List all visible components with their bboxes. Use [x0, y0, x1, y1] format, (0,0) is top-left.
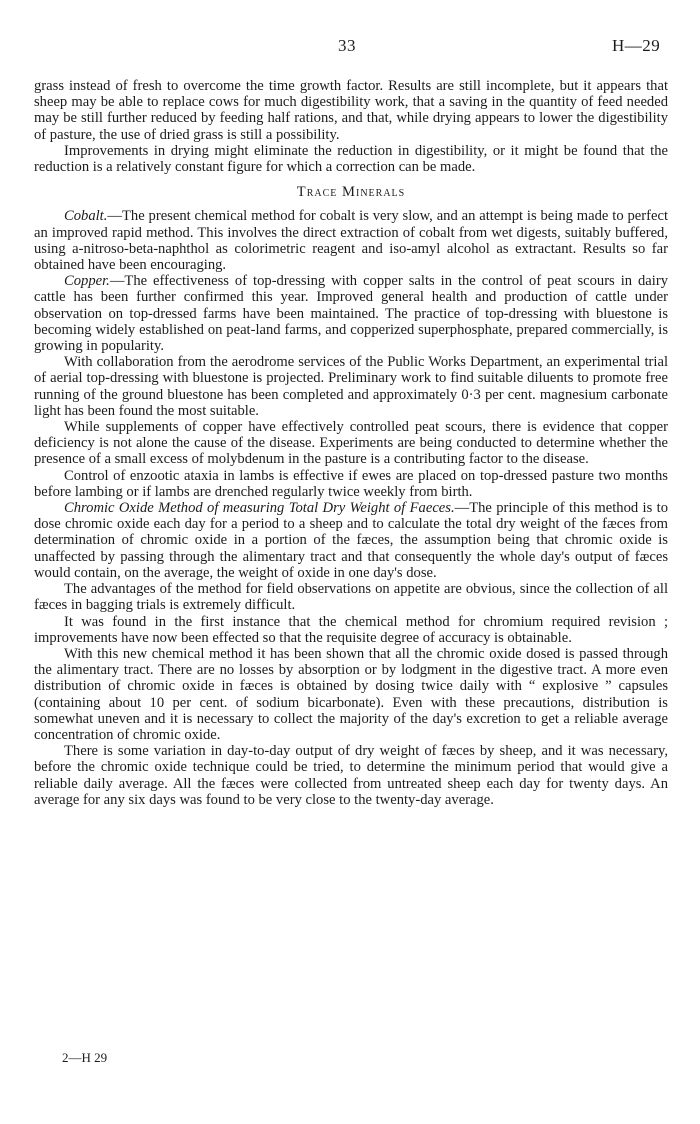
paragraph-lead: Copper.: [64, 273, 110, 290]
document-reference: H—29: [612, 36, 661, 55]
paragraph: There is some variation in day-to-day output of dry weight of fæces by sheep, and it was necessary, before the chromic oxide technique could be tried, to determine the minimum period that would give a reliable daily average. All the fæces were collected from untreated sheep each day for twenty days. An average for any six days was found to be very close to the twenty-day average.: [34, 743, 668, 808]
paragraph: The advantages of the method for field observations on appetite are obvious, since the collection of all fæces in bagging trials is extremely difficult.: [34, 581, 668, 614]
paragraph: With collaboration from the aerodrome services of the Public Works Department, an experimental trial of aerial top-dressing with bluestone is projected. Preliminary work to find suitable diluents to promote free running of the ground bluestone has been completed and approximately 0·3 per cent. magnesium carbonate light has been found the most suitable.: [34, 354, 668, 419]
paragraph: [34, 500, 668, 581]
paragraph-lead: Chromic Oxide Method of measuring Total Dry Weight of Faeces.: [64, 500, 455, 517]
footer-signature: 2—H 29: [62, 1050, 108, 1065]
paragraph-lead: Cobalt.: [64, 208, 108, 225]
paragraph: [34, 273, 668, 354]
paragraph: Improvements in drying might eliminate the reduction in digestibility, or it might be found that the reduction is a relatively constant figure for which a correction can be made.: [34, 142, 668, 176]
body-text: [34, 78, 668, 808]
page-number: 33: [338, 36, 356, 55]
section-heading: Trace Minerals: [296, 184, 406, 201]
paragraph: Control of enzootic ataxia in lambs is effective if ewes are placed on top-dressed pasture two months before lambing or if lambs are drenched regularly twice weekly from birth.: [34, 467, 668, 500]
paragraph: While supplements of copper have effectively controlled peat scours, there is evidence that copper deficiency is not alone the cause of the disease. Experiments are being conducted to determine whether the presence of a small excess of molybdenum in the pasture is a contributing factor to the disease.: [34, 419, 668, 468]
paragraph: It was found in the first instance that the chemical method for chromium required revision ; improvements have now been effected so that the requisite degree of accuracy is obtainable.: [34, 613, 668, 646]
paragraph: grass instead of fresh to overcome the time growth factor. Results are still incomplete, but it appears that sheep may be able to replace cows for much digestibility work, that a saving in the quantity of feed needed may be still further reduced by feeding half rations, and that, while drying appears to lower the digestibility of pasture, the use of dried grass is still a possibility.: [34, 78, 668, 143]
paragraph: [34, 208, 668, 273]
paragraph-text: —The present chemical method for cobalt is very slow, and an attempt is being made to perfect an improved rapid method. This involves the direct extraction of cobalt from wet digests, suitably buffered, using a-nitroso-beta-naphthol as colorimetric reagent and iso-amyl alcohol as extractant. Results so far obtained have been encouraging.: [34, 208, 668, 274]
paragraph-text: —The principle of this method is to dose chromic oxide each day for a period to a sheep and to calculate the total dry weight of the fæces from determination of chromic oxide in a portion of the fæces, the assumption being that chromic oxide is unaffected by passing through the alimentary tract and that consequently the whole day's output of fæces would contain, on the average, the weight of oxide in one day's dose.: [34, 500, 668, 581]
paragraph-text: —The effectiveness of top-dressing with copper salts in the control of peat scours in dairy cattle has been further confirmed this year. Improved general health and production of cattle under observation on top-dressed farms have been maintained. The practice of top-dressing with bluestone is becoming widely established on peat-land farms, and copperized superphosphate, prepared commercially, is growing in popularity.: [34, 273, 668, 355]
paragraph: With this new chemical method it has been shown that all the chromic oxide dosed is passed through the alimentary tract. There are no losses by absorption or by lodgment in the digestive tract. A more even distribution of chromic oxide in fæces is obtained by dosing twice daily with “ explosive ” capsules (containing about 10 per cent. of sodium bicarbonate). Even with these precautions, distribution is somewhat uneven and it is necessary to collect the majority of the day's excretion to get a reliable average concentration of chromic oxide.: [34, 645, 668, 743]
